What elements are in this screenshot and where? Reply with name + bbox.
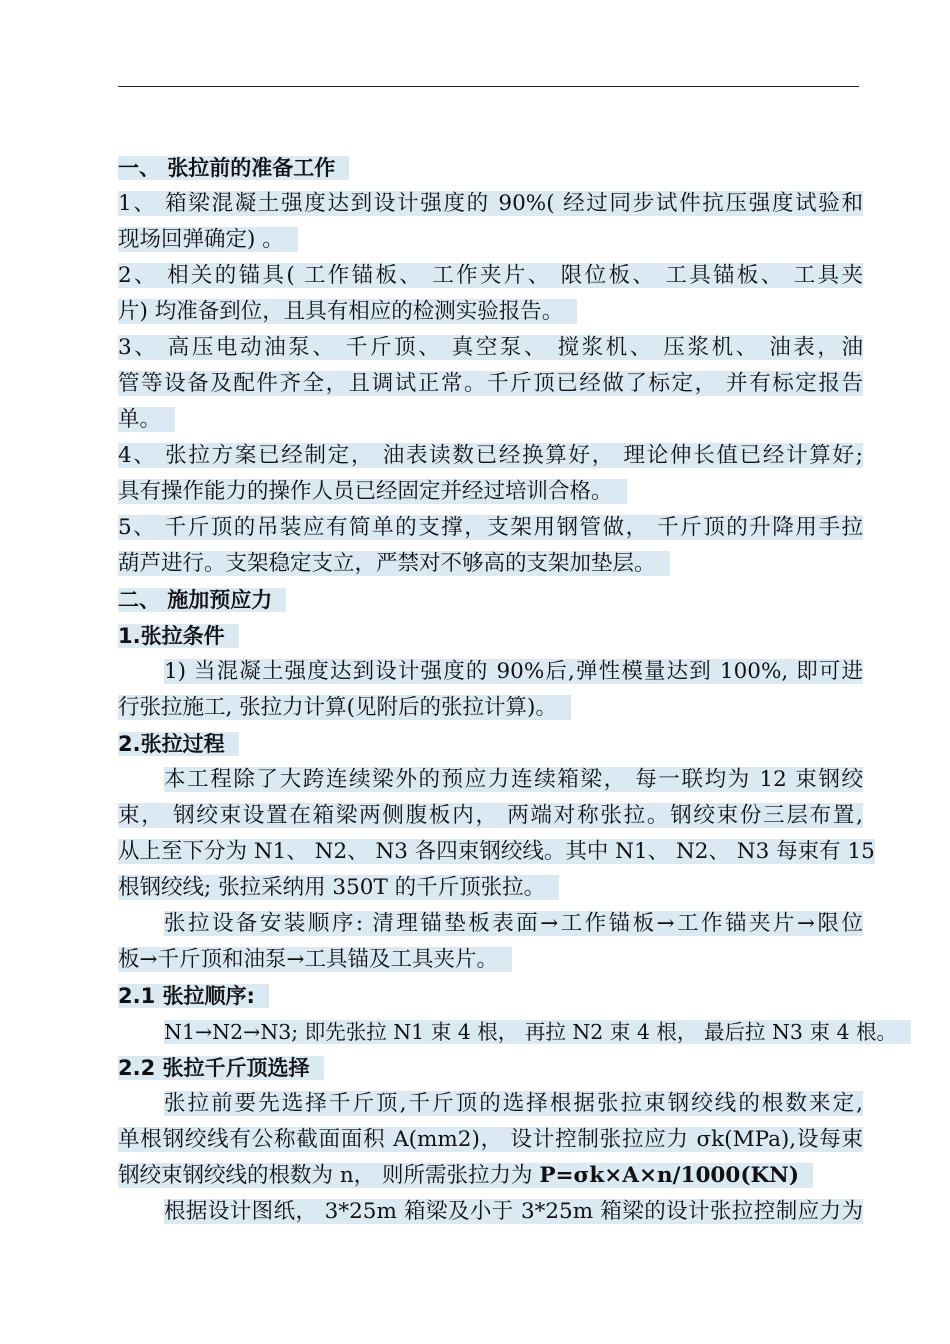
paragraph-line: 3、 高压电动油泵、 千斤顶、 真空泵、 搅浆机、 压浆机、 油表，油 [118,335,863,360]
tension-formula: P=σk×A×n/1000(KN) [539,1163,800,1188]
paragraph-line: 板→千斤顶和油泵→工具锚及工具夹片。 [118,942,863,978]
paragraph-line: 具有操作能力的操作人员已经固定并经过培训合格。 [118,474,863,510]
paragraph-line: 片) 均准备到位，且具有相应的检测实验报告。 [118,294,863,330]
paragraph-line: 4、 张拉方案已经制定， 油表读数已经换算好， 理论伸长值已经计算好; [118,443,863,468]
section-heading-2: 二、 施加预应力 [118,582,863,618]
paragraph-line: N1→N2→N3; 即先张拉 N1 束 4 根， 再拉 N2 束 4 根， 最后拉 N3 束 4 根。 [118,1014,863,1050]
subsection-heading: 2.张拉过程 [118,726,863,762]
paragraph-line: 根钢绞线; 张拉采纳用 350T 的千斤顶张拉。 [118,870,863,906]
paragraph-line: 张拉前要先选择千斤顶,千斤顶的选择根据张拉束钢绞线的根数来定, [164,1091,863,1116]
paragraph-line: 行张拉施工, 张拉力计算(见附后的张拉计算)。 [118,690,863,726]
subsection-heading: 2.1 张拉顺序: [118,978,863,1014]
paragraph-line: 1、 箱梁混凝土强度达到设计强度的 90%( 经过同步试件抗压强度试验和 [118,191,863,216]
formula-lead-text: 钢绞束钢绞线的根数为 n， 则所需张拉力为 [118,1163,540,1188]
paragraph-line: 管等设备及配件齐全，且调试正常。千斤顶已经做了标定， 并有标定报告 [118,371,863,396]
subsection-heading: 2.2 张拉千斤顶选择 [118,1050,863,1086]
paragraph-line: 束， 钢绞束设置在箱梁两侧腹板内， 两端对称张拉。钢绞束份三层布置, [118,803,863,828]
paragraph-line: 2、 相关的锚具( 工作锚板、 工作夹片、 限位板、 工具锚板、 工具夹 [118,263,863,288]
paragraph-line: 单根钢绞线有公称截面面积 A(mm2)， 设计控制张拉应力 σk(MPa),设每束 [118,1127,863,1152]
document-body [118,150,898,1230]
paragraph-line: 葫芦进行。支架稳定支立，严禁对不够高的支架加垫层。 [118,546,863,582]
paragraph-line: 根据设计图纸， 3*25m 箱梁及小于 3*25m 箱梁的设计张拉控制应力为 [164,1199,863,1224]
paragraph-line: 张拉设备安装顺序: 清理锚垫板表面→工作锚板→工作锚夹片→限位 [164,911,863,936]
paragraph-line: 5、 千斤顶的吊装应有简单的支撑，支架用钢管做， 千斤顶的升降用手拉 [118,515,863,540]
subsection-heading: 1.张拉条件 [118,618,863,654]
paragraph-line: 现场回弹确定) 。 [118,222,863,258]
header-rule [118,86,859,87]
paragraph-line: 本工程除了大跨连续梁外的预应力连续箱梁， 每一联均为 12 束钢绞 [164,767,863,792]
paragraph-line: 单。 [118,402,863,438]
paragraph-line: 1) 当混凝土强度达到设计强度的 90%后,弹性模量达到 100%, 即可进 [164,659,863,684]
section-heading-1: 一、 张拉前的准备工作 [118,150,863,186]
paragraph-line: 从上至下分为 N1、 N2、 N3 各四束钢绞线。其中 N1、 N2、 N3 每束有 15 [118,839,875,864]
paragraph-line [118,1158,863,1194]
